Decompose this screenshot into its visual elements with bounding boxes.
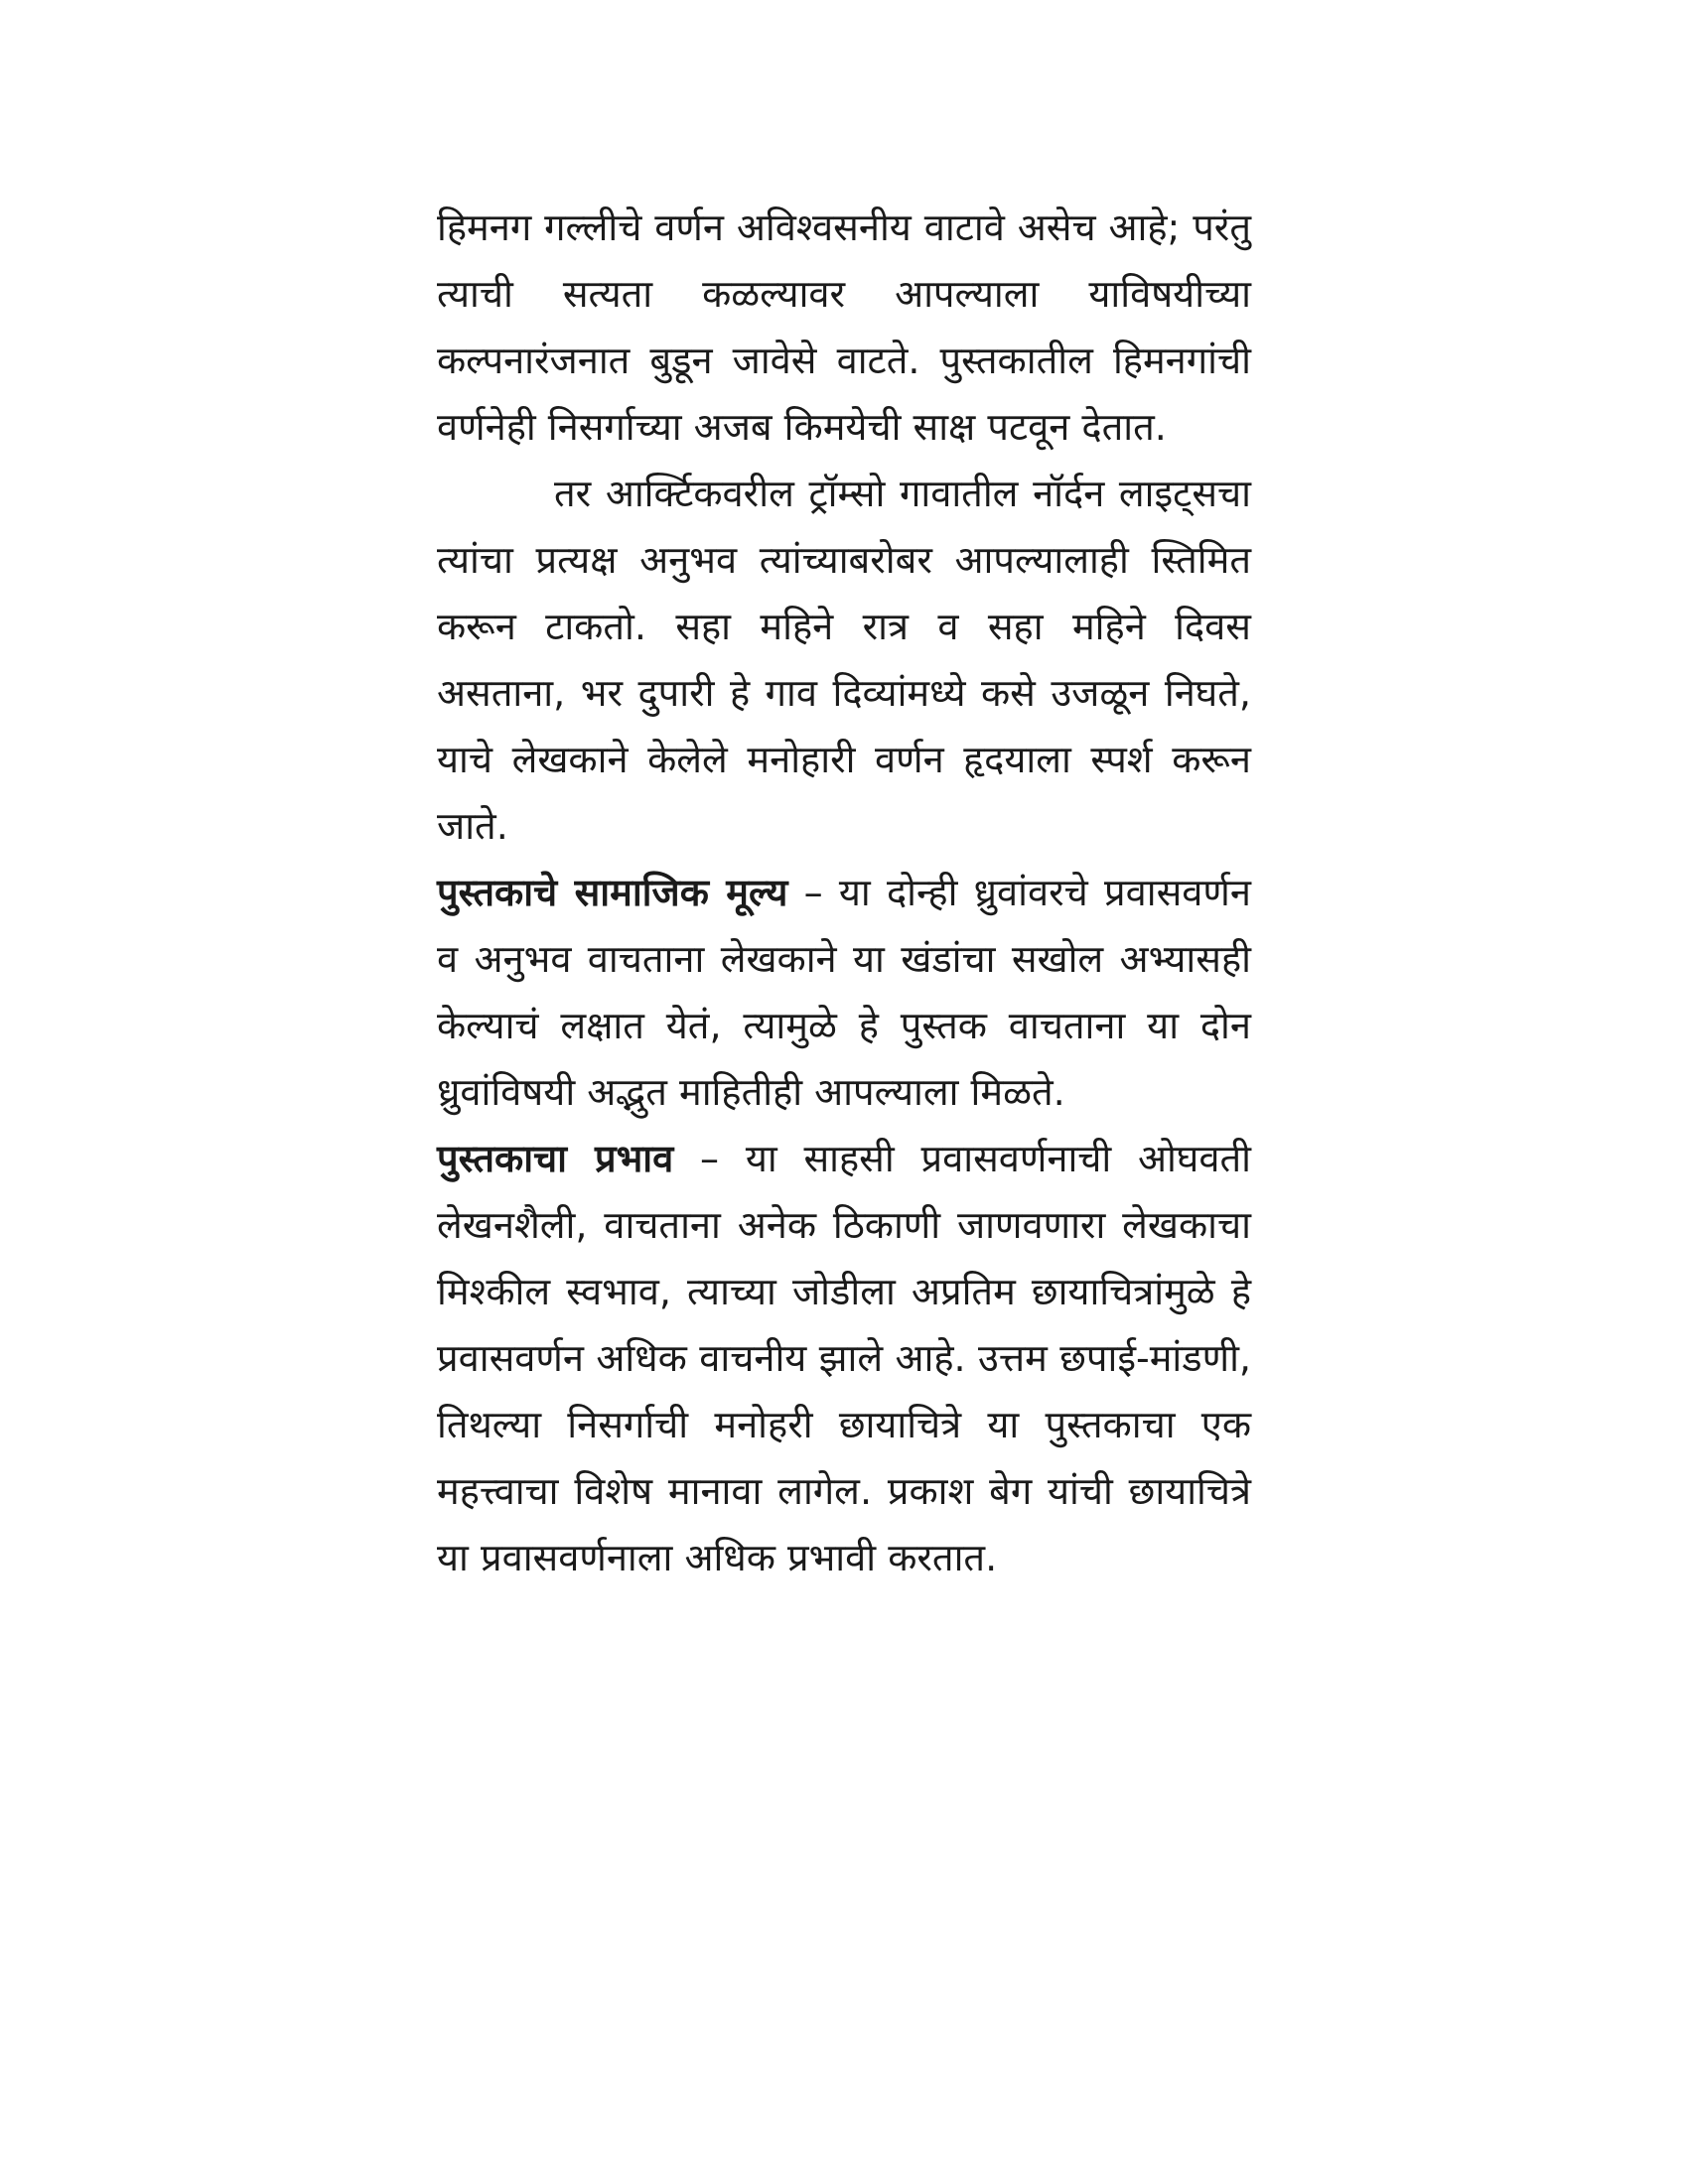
paragraph-northern-lights-text: तर आर्क्टिकवरील ट्रॉम्सो गावातील नॉर्दन लाइट्सचा त्यांचा प्रत्यक्ष अनुभव त्यांच्याबरोबर आपल्यालाही स्तिमित करून टाकतो. सहा महिने रात्र व सहा महिने दिवस असताना, भर दुपारी हे गाव दिव्यांमध्ये कसे उजळून निघते, याचे लेखकाने केलेले मनोहारी वर्णन हृदयाला स्पर्श करून जाते. xyxy=(437,472,1251,848)
social-value-heading: पुस्तकाचे सामाजिक मूल्य xyxy=(437,871,788,914)
impact-body: या साहसी प्रवासवर्णनाची ओघवती लेखनशैली, वाचताना अनेक ठिकाणी जाणवणारा लेखकाचा मिश्कील स्वभाव, त्याच्या जोडीला अप्रतिम छायाचित्रांमुळे हे प्रवासवर्णन अधिक वाचनीय झाले आहे. उत्तम छपाई-मांडणी, तिथल्या निसर्गाची मनोहरी छायाचित्रे या पुस्तकाचा एक महत्त्वाचा विशेष मानावा लागेल. प्रकाश बेग यांची छायाचित्रे या प्रवासवर्णनाला अधिक प्रभावी करतात. xyxy=(437,1137,1251,1579)
text-column xyxy=(437,195,1251,1591)
paragraph-impact xyxy=(437,1126,1251,1591)
paragraph-northern-lights xyxy=(437,461,1251,860)
paragraph-himnag-text: हिमनग गल्लीचे वर्णन अविश्वसनीय वाटावे असेच आहे; परंतु त्याची सत्यता कळल्यावर आपल्याला याविषयीच्या कल्पनारंजनात बुडून जावेसे वाटते. पुस्तकातील हिमनगांची वर्णनेही निसर्गाच्या अजब किमयेची साक्ष पटवून देतात. xyxy=(437,205,1251,449)
social-value-body: या दोन्ही ध्रुवांवरचे प्रवासवर्णन व अनुभव वाचताना लेखकाने या खंडांचा सखोल अभ्यासही केल्याचं लक्षात येतं, त्यामुळे हे पुस्तक वाचताना या दोन ध्रुवांविषयी अद्भुत माहितीही आपल्याला मिळते. xyxy=(437,871,1251,1114)
impact-separator: – xyxy=(673,1137,746,1180)
paragraph-social-value xyxy=(437,860,1251,1126)
social-value-separator: – xyxy=(787,871,839,914)
paragraph-himnag xyxy=(437,195,1251,461)
impact-heading: पुस्तकाचा प्रभाव xyxy=(437,1137,674,1180)
